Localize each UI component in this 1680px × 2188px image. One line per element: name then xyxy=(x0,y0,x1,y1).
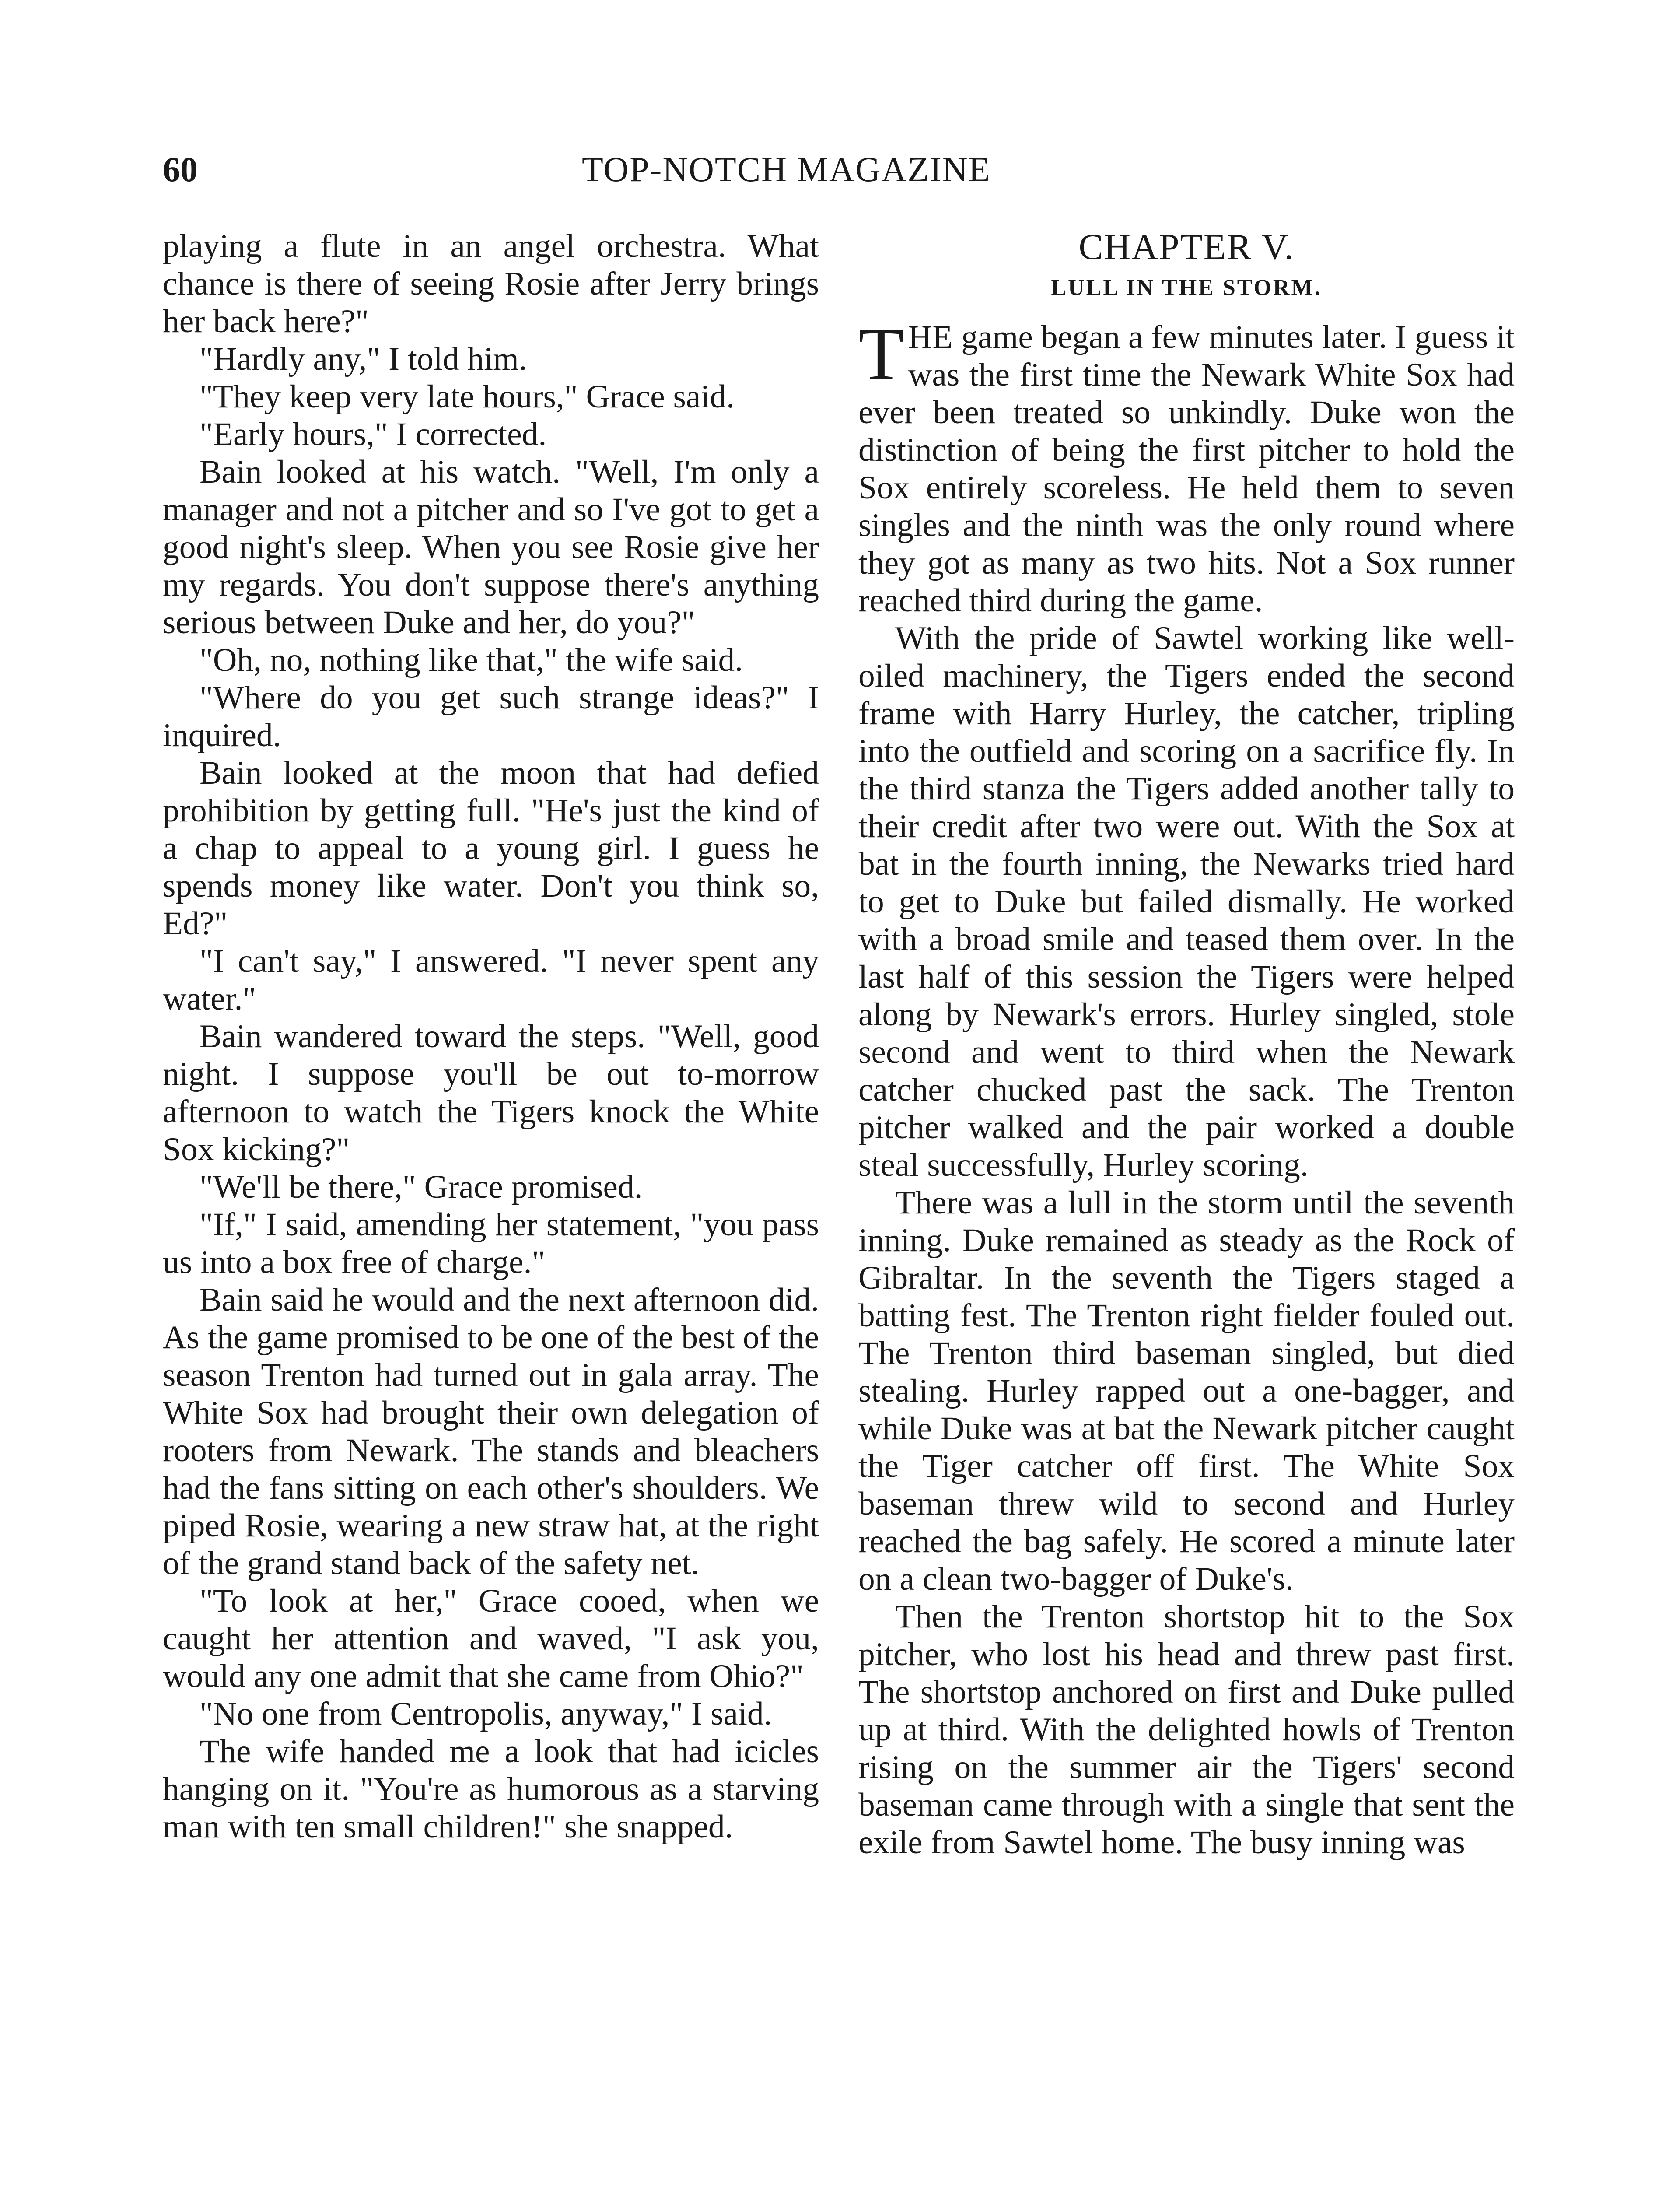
paragraph: "If," I said, amending her statement, "you pass us into a box free of charge." xyxy=(163,1206,819,1280)
chapter-title: CHAPTER V. xyxy=(1078,227,1295,267)
paragraph: Bain looked at the moon that had defied prohibition by getting full. "He's just the kind of a chap to appeal to a young girl. I guess he spends money like water. Don't you think so, Ed?" xyxy=(163,755,819,942)
paragraph: Bain said he would and the next afternoon did. As the game promised to be one of the best of the season Trenton had turned out in gala array. The White Sox had brought their own delegation of rooters from Newark. The stands and bleachers had the fans sitting on each other's shoulders. We piped Rosie, wearing a new straw hat, at the right of the grand stand back of the safety net. xyxy=(163,1282,819,1581)
paragraph: "No one from Centropolis, anyway," I said. xyxy=(200,1696,772,1732)
paragraph: "Early hours," I corrected. xyxy=(200,416,547,452)
right-column xyxy=(858,228,1515,1862)
paragraph: Bain looked at his watch. "Well, I'm only a manager and not a pitcher and so I've got to get a good night's sleep. When you see Rosie give her my regards. You don't suppose there's anything serious between Duke and her, do you?" xyxy=(163,454,819,641)
opening-word-rest: HE xyxy=(908,319,953,355)
drop-cap: T xyxy=(858,313,904,395)
paragraph: There was a lull in the storm until the seventh inning. Duke remained as steady as the Rock of Gibraltar. In the seventh the Tigers staged a batting fest. The Trenton right fielder fouled out. The Trenton third baseman singled, but died stealing. Hurley rapped out a one-bagger, and while Duke was at bat the Newark pitcher caught the Tiger catcher off first. The White Sox baseman threw wild to second and Hurley reached the bag safely. He scored a minute later on a clean two-bagger of Duke's. xyxy=(858,1185,1515,1597)
running-head: TOP-NOTCH MAGAZINE xyxy=(582,151,991,189)
paragraph: With the pride of Sawtel working like well-oiled machinery, the Tigers ended the second frame with Harry Hurley, the catcher, tripling into the outfield and scoring on a sacrifice fly. In the third stanza the Tigers added another tally to their credit after two were out. With the Sox at bat in the fourth inning, the Newarks tried hard to get to Duke but failed dismally. He worked with a broad smile and teased them over. In the last half of this session the Tigers were helped along by Newark's errors. Hurley singled, stole second and went to third when the Newark catcher chucked past the sack. The Trenton pitcher walked and the pair worked a double steal successfully, Hurley scoring. xyxy=(858,620,1515,1183)
paragraph: "We'll be there," Grace promised. xyxy=(200,1169,643,1205)
paragraph: "To look at her," Grace cooed, when we caught her attention and waved, "I ask you, would any one admit that she came from Ohio?" xyxy=(163,1583,819,1694)
paragraph: playing a flute in an angel orchestra. What chance is there of seeing Rosie after Jerry brings her back here?" xyxy=(163,228,819,340)
paragraph: Bain wandered toward the steps. "Well, good night. I suppose you'll be out to-morrow afternoon to watch the Tigers knock the White Sox kicking?" xyxy=(163,1018,819,1168)
opening-paragraph-text: game began a few minutes later. I guess it was the first time the Newark White Sox had ever been treated so unkindly. Duke won the distinction of being the first pitcher to hold the Sox entirely scoreless. He held them to seven singles and the ninth was the only round where they got as many as two hits. Not a Sox runner reached third during the game. xyxy=(858,319,1515,619)
page-number: 60 xyxy=(163,151,198,189)
chapter-opening-paragraph xyxy=(858,313,1515,620)
chapter-subtitle: LULL IN THE STORM. xyxy=(1051,275,1322,300)
paragraph: The wife handed me a look that had icicles hanging on it. "You're as humorous as a starving man with ten small children!" she snapped. xyxy=(163,1733,819,1845)
paragraph: "I can't say," I answered. "I never spent any water." xyxy=(163,943,819,1017)
paragraph: "Hardly any," I told him. xyxy=(200,341,527,377)
left-column xyxy=(163,228,819,1846)
paragraph: "Oh, no, nothing like that," the wife said. xyxy=(200,642,743,678)
paragraph: "They keep very late hours," Grace said. xyxy=(200,379,735,415)
paragraph: Then the Trenton shortstop hit to the Sox pitcher, who lost his head and threw past first. The shortstop anchored on first and Duke pulled up at third. With the delighted howls of Trenton rising on the summer air the Tigers' second baseman came through with a single that sent the exile from Sawtel home. The busy inning was xyxy=(858,1599,1515,1861)
paragraph: "Where do you get such strange ideas?" I inquired. xyxy=(163,680,819,754)
